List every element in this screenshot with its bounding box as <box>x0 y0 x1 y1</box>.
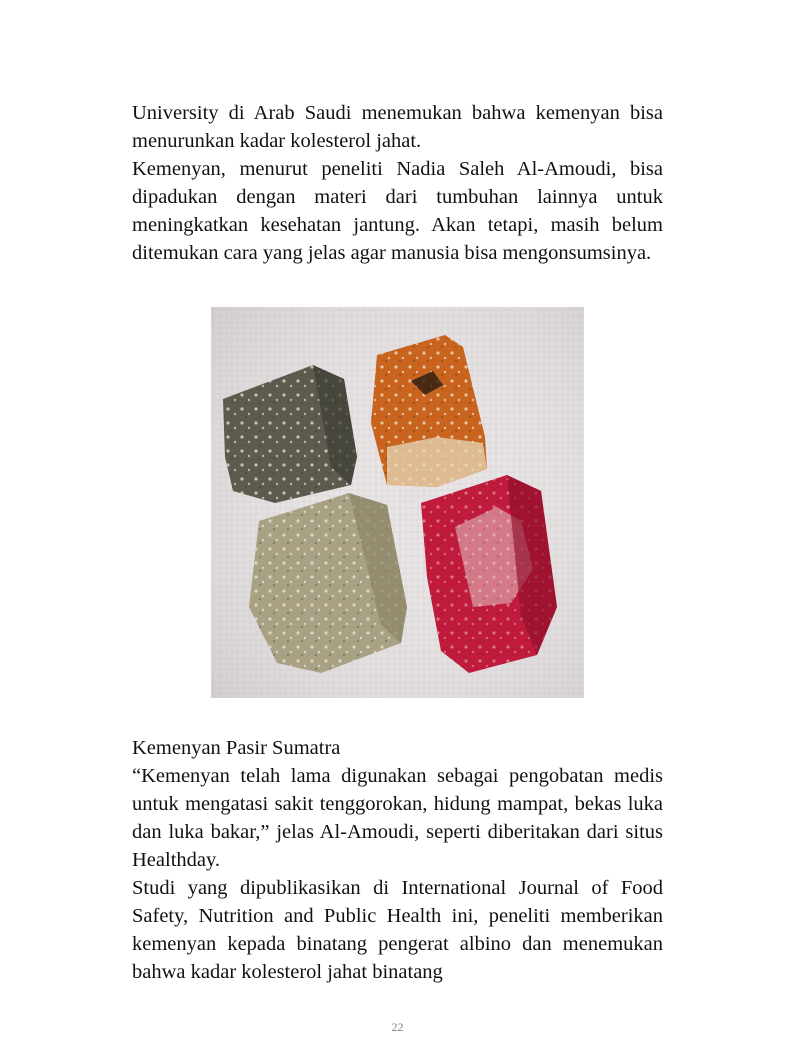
page-number: 22 <box>391 1020 404 1034</box>
paragraph-quote: “Kemenyan telah lama digunakan sebagai pengobatan medis untuk mengatasi sakit tenggorokan, hidung mampat, bekas luka dan luka bakar,” jelas Al-Amoudi, seperti diberitakan dari situs Healthday. <box>132 765 663 871</box>
paragraph-university: University di Arab Saudi menemukan bahwa kemenyan bisa menurunkan kadar kolesterol jahat. <box>132 102 663 152</box>
image-caption: Kemenyan Pasir Sumatra <box>132 737 341 759</box>
body-text-bottom <box>132 734 663 986</box>
paragraph-amoudi-research: Kemenyan, menurut peneliti Nadia Saleh Al-Amoudi, bisa dipadukan dengan materi dari tumbuhan lainnya untuk meningkatkan kesehatan jantung. Akan tetapi, masih belum ditemukan cara yang jelas agar manusia bisa mengonsumsinya. <box>132 158 663 264</box>
body-text-top <box>132 99 663 267</box>
incense-block-light-gray <box>249 493 407 673</box>
incense-block-red <box>421 475 557 673</box>
kemenyan-photo <box>211 307 584 698</box>
paragraph-study: Studi yang dipublikasikan di International Journal of Food Safety, Nutrition and Public Health ini, peneliti memberikan kemenyan kepada binatang pengerat albino dan menemukan bahwa kadar kolesterol jahat binatang <box>132 877 663 983</box>
